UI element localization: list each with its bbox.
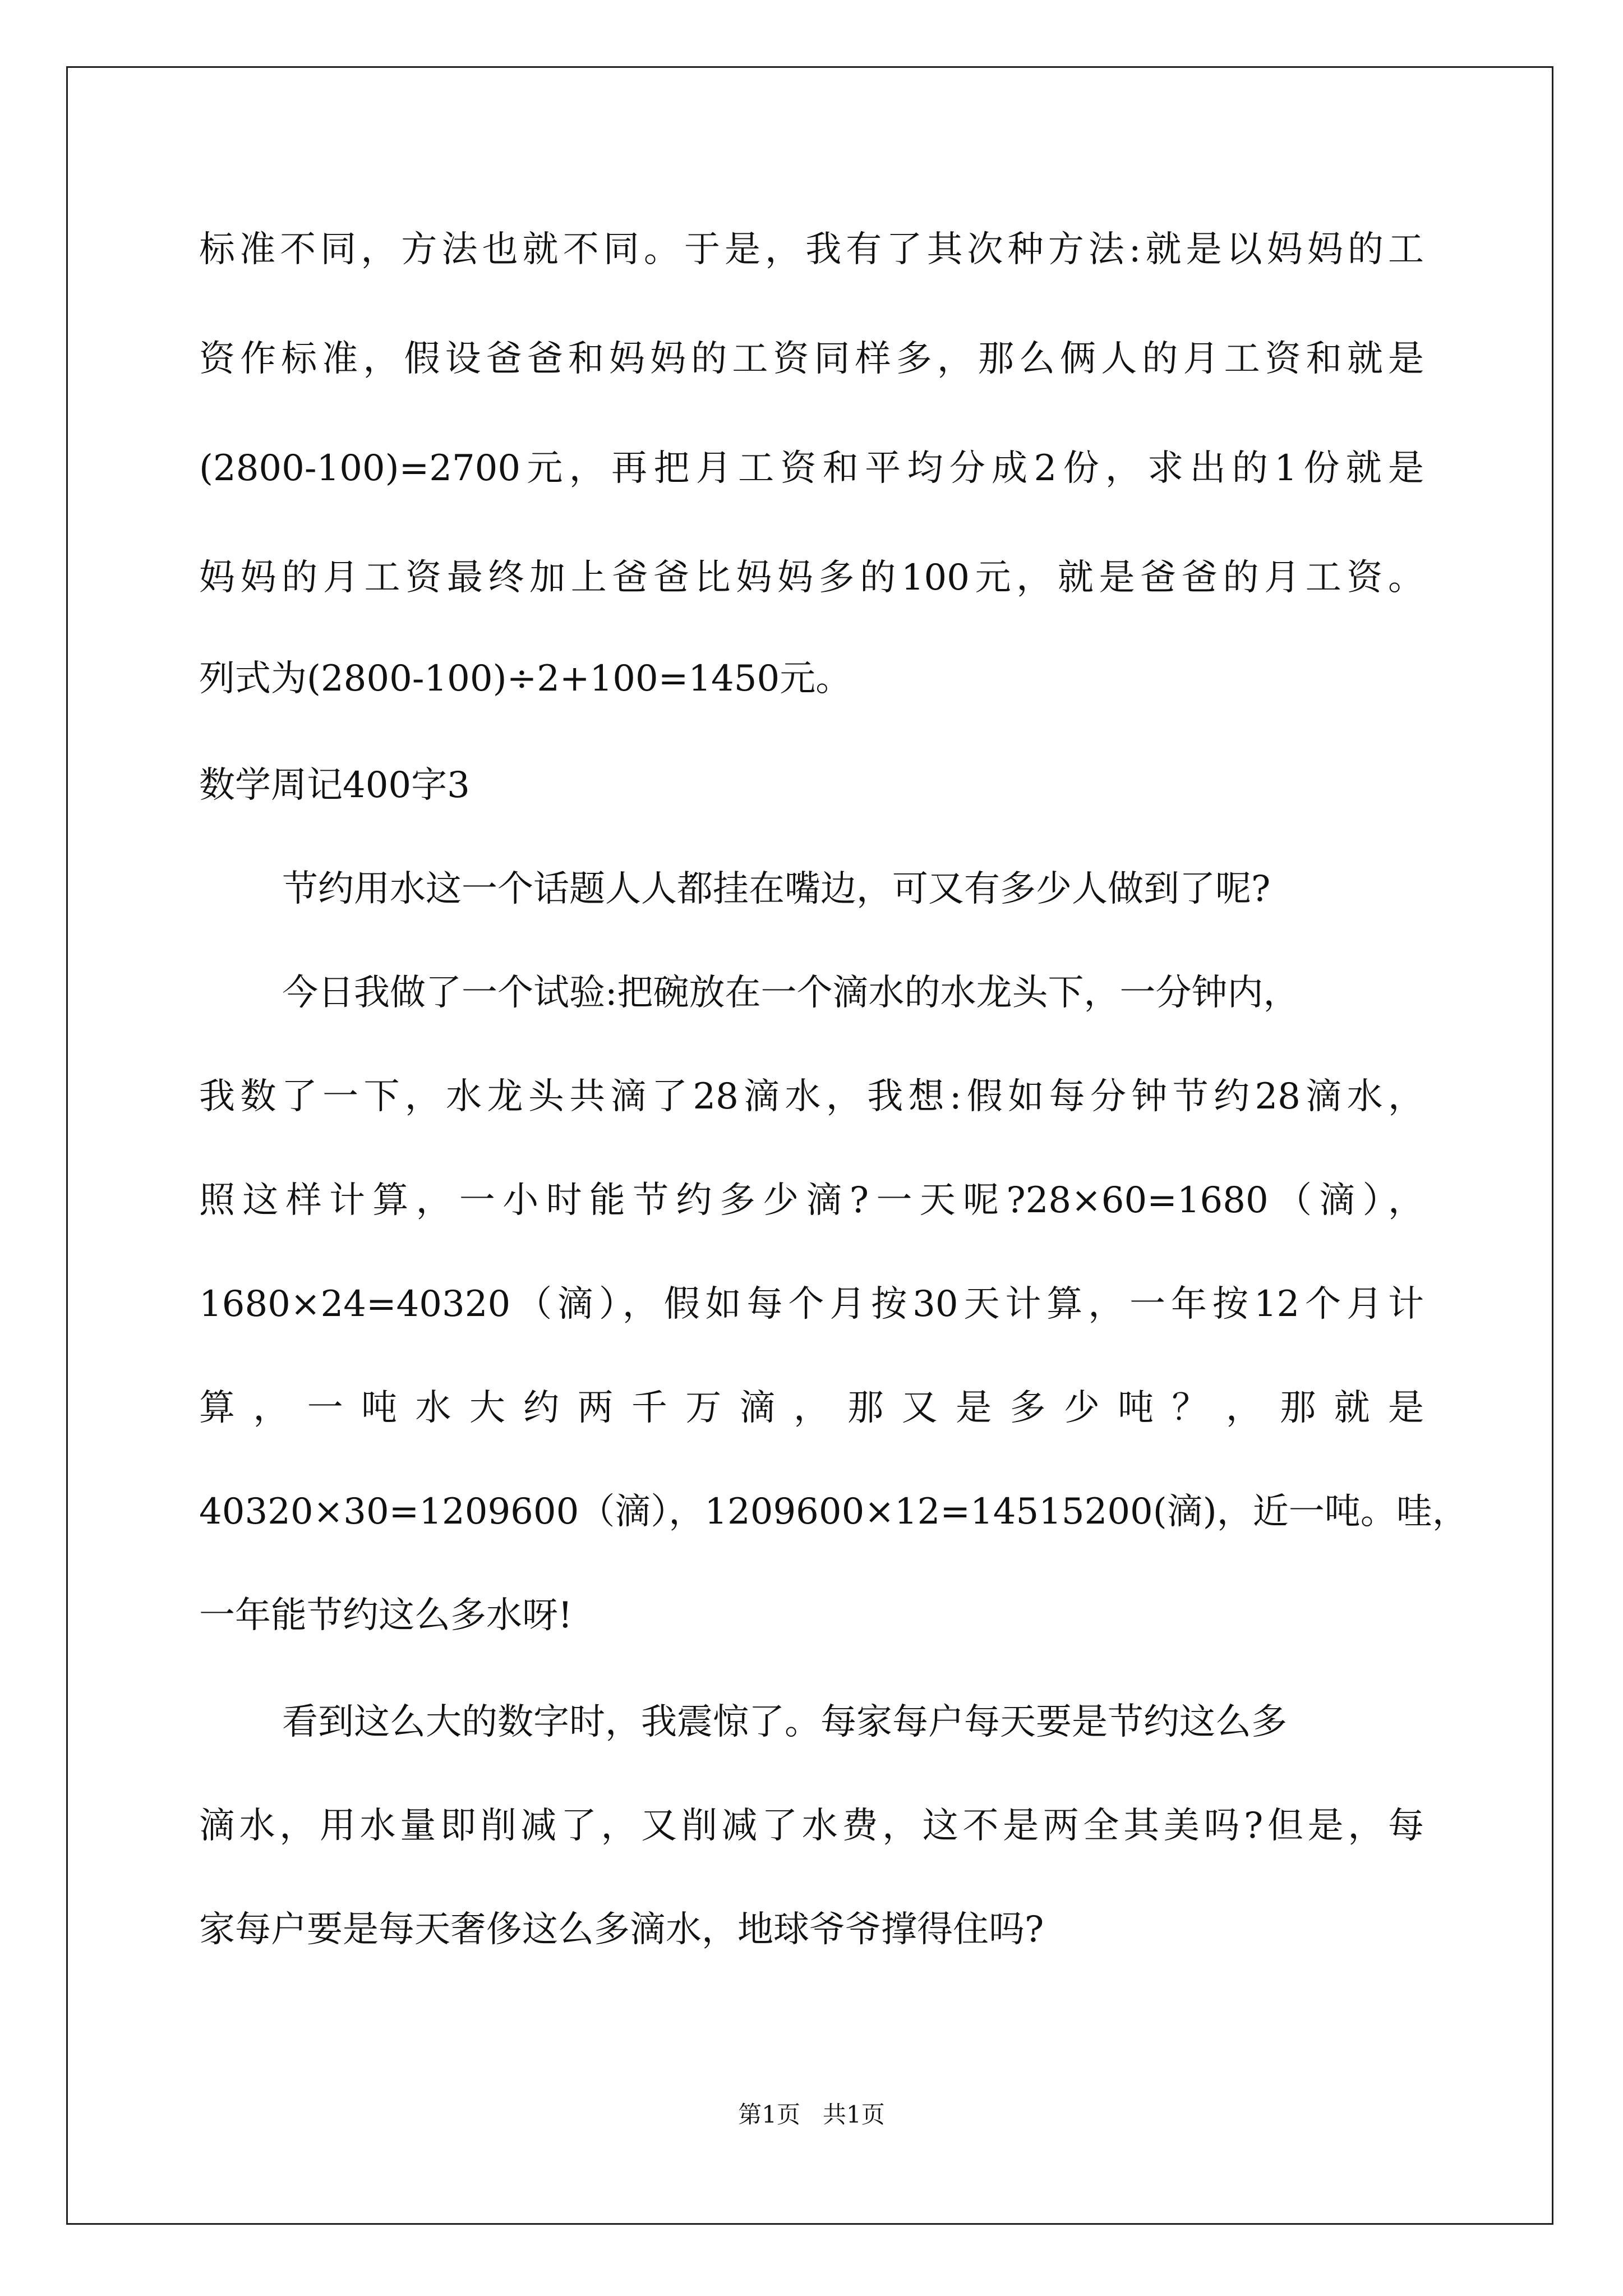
text-line-1: 标准不同，方法也就不同。于是，我有了其次种方法:就是以妈妈的工 xyxy=(199,229,1424,270)
paragraph-2-line-3: 照这样计算，一小时能节约多少滴?一天呢?28×60=1680（滴）， xyxy=(199,1180,1424,1221)
paragraph-2-line-7: 一年能节约这么多水呀! xyxy=(199,1595,573,1636)
paragraph-2-line-2: 我数了一下，水龙头共滴了28滴水，我想:假如每分钟节约28滴水， xyxy=(199,1076,1424,1117)
paragraph-3-line-2: 滴水，用水量即削减了，又削减了水费，这不是两全其美吗?但是，每 xyxy=(199,1805,1424,1847)
text-line-5: 列式为(2800-100)÷2+100=1450元。 xyxy=(199,658,852,700)
text-line-3: (2800-100)=2700元，再把月工资和平均分成2份，求出的1份就是 xyxy=(199,448,1424,489)
paragraph-2-line-1: 今日我做了一个试验:把碗放在一个滴水的水龙头下，一分钟内， xyxy=(282,972,1299,1014)
section-heading: 数学周记400字3 xyxy=(199,765,470,806)
text-line-4: 妈妈的月工资最终加上爸爸比妈妈多的100元，就是爸爸的月工资。 xyxy=(199,557,1424,599)
page-border xyxy=(66,66,1553,2225)
paragraph-3-line-1: 看到这么大的数字时，我震惊了。每家每户每天要是节约这么多 xyxy=(282,1701,1287,1743)
page-footer: 第1页 共1页 xyxy=(738,2101,885,2128)
paragraph-2-line-6: 40320×30=1209600（滴），1209600×12=14515200(滴)，近一吨。哇， xyxy=(199,1491,1468,1533)
paragraph-2-line-4: 1680×24=40320（滴），假如每个月按30天计算，一年按12个月计 xyxy=(199,1283,1424,1325)
paragraph-2-line-5: 算，一吨水大约两千万滴，那又是多少吨？，那就是 xyxy=(199,1387,1424,1429)
text-line-2: 资作标准，假设爸爸和妈妈的工资同样多，那么俩人的月工资和就是 xyxy=(199,338,1424,380)
paragraph-1-line-1: 节约用水这一个话题人人都挂在嘴边，可又有多少人做到了呢? xyxy=(282,868,1271,910)
paragraph-3-line-3: 家每户要是每天奢侈这么多滴水，地球爷爷撑得住吗? xyxy=(199,1909,1044,1950)
